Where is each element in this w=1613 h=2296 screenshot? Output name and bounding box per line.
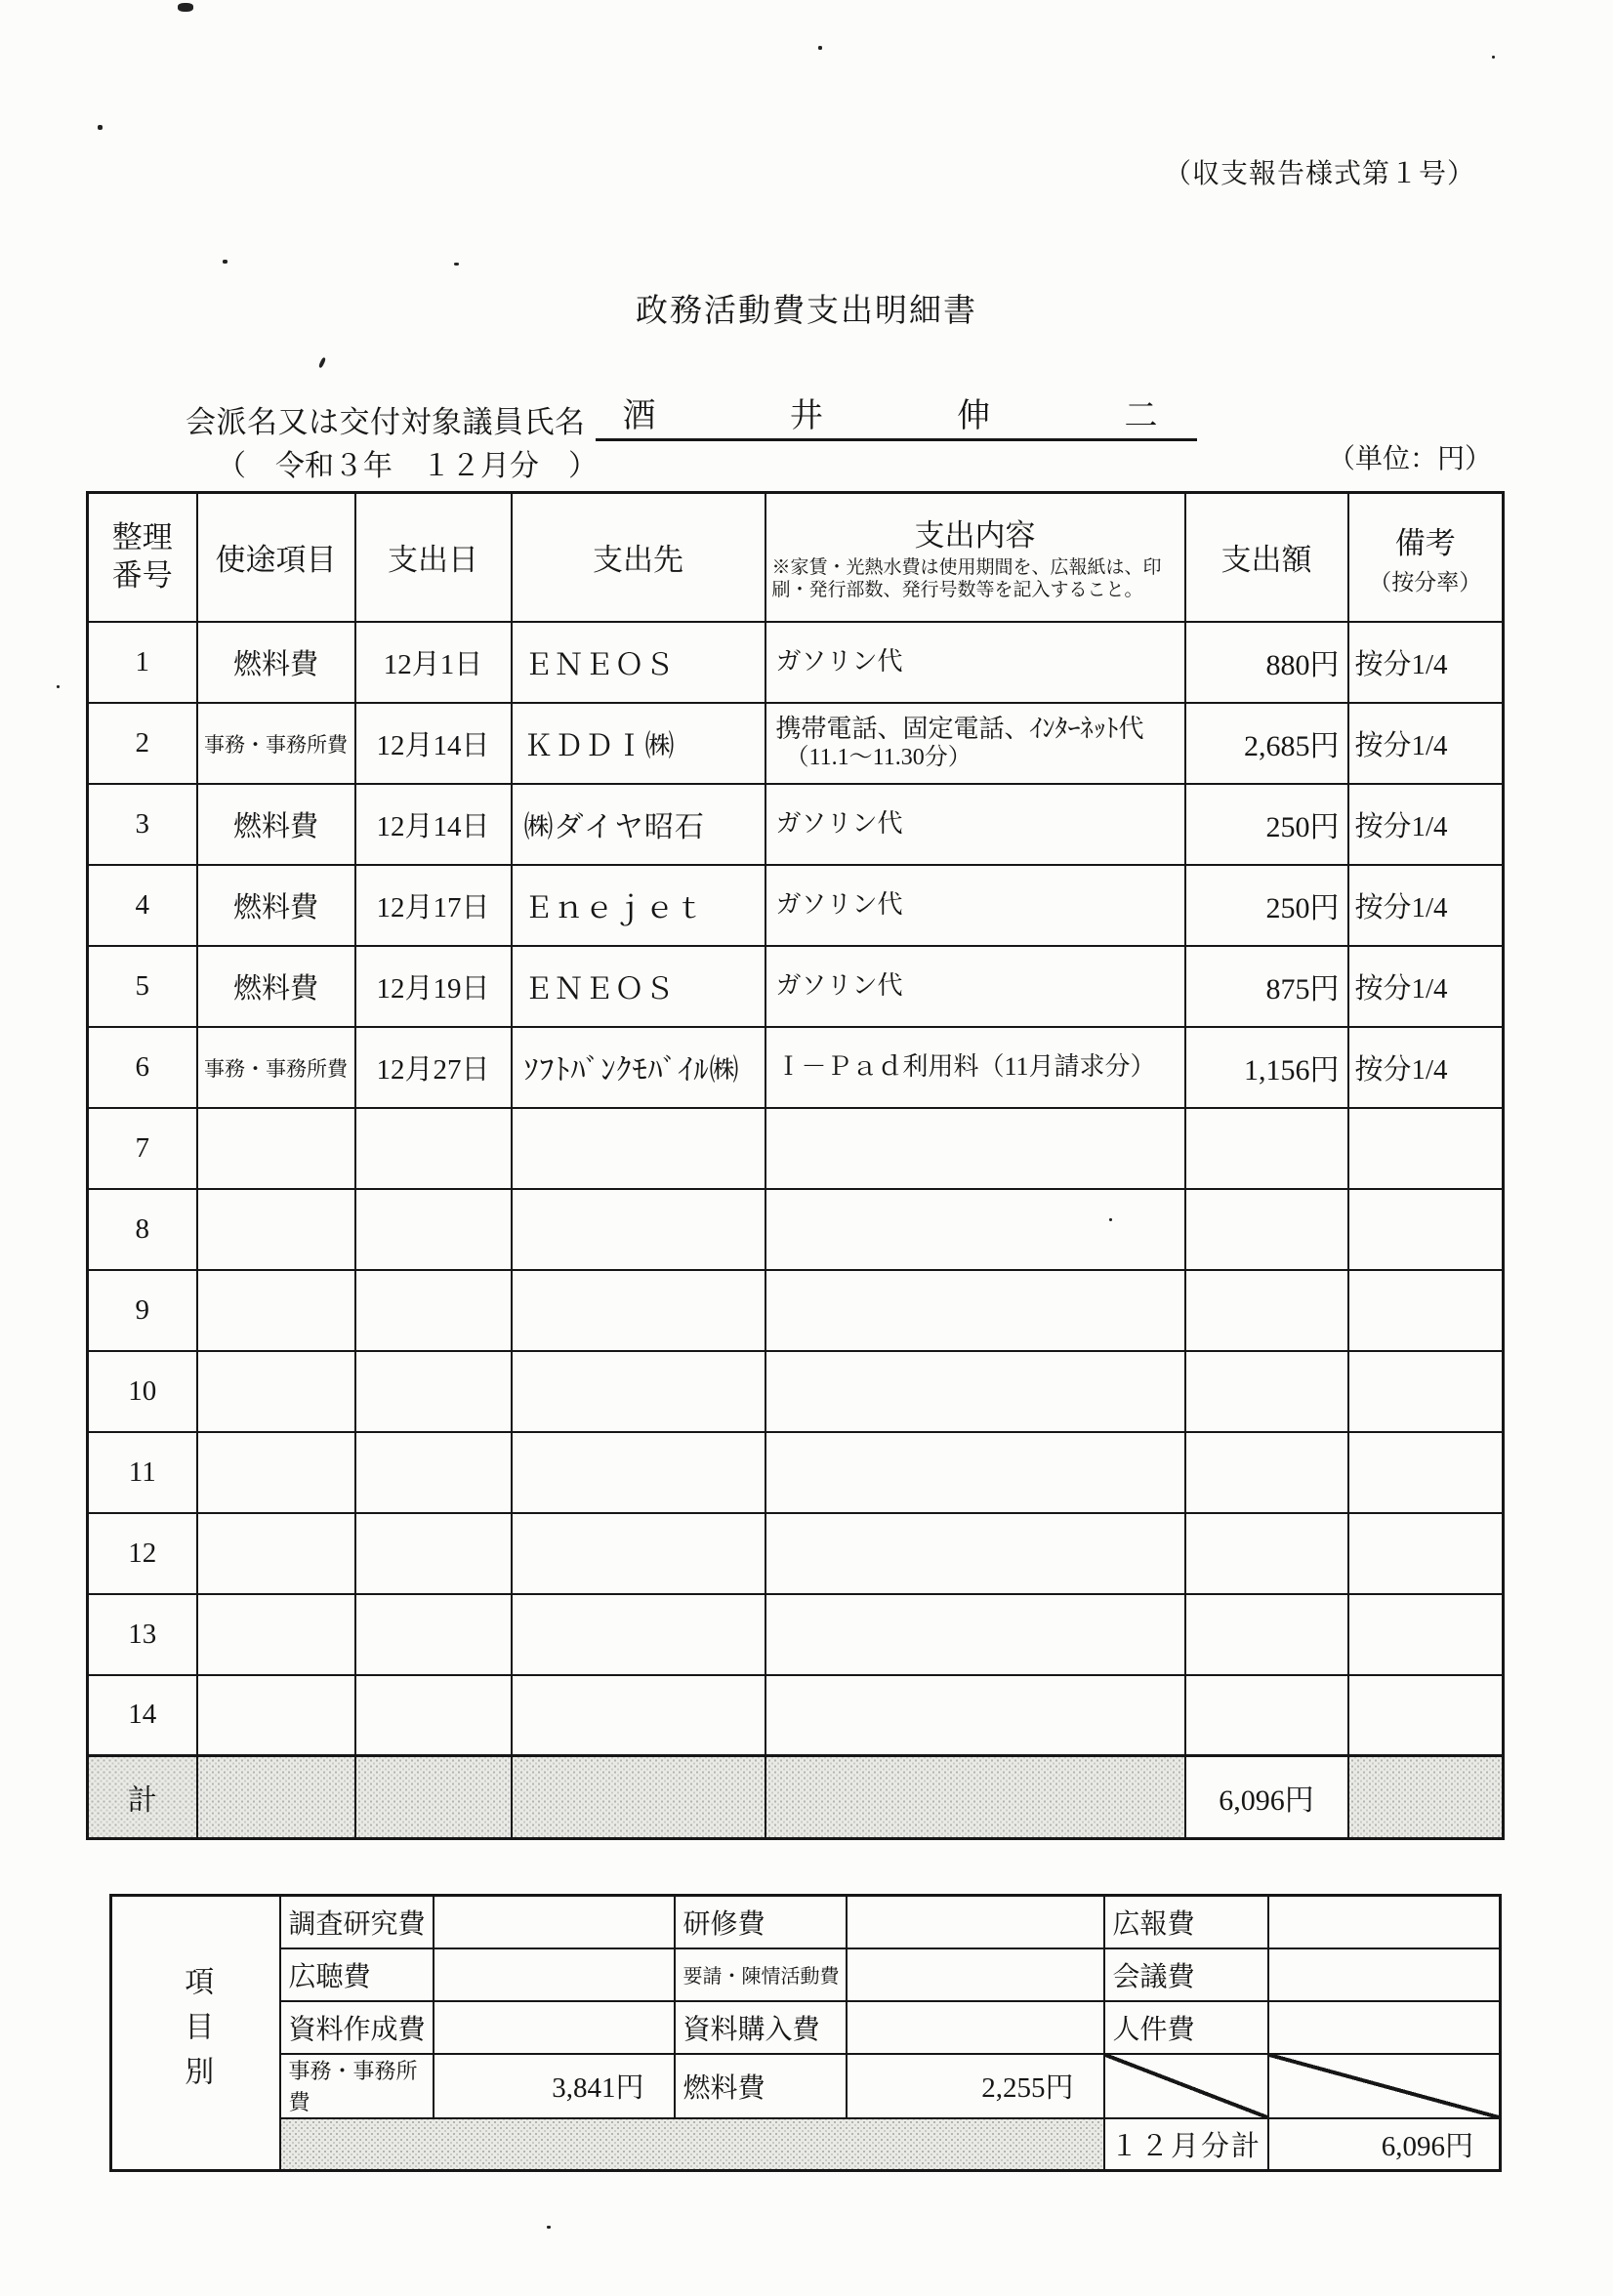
cell-payee: ＫＤＤＩ㈱	[512, 703, 765, 784]
summary-value	[847, 1948, 1104, 2001]
cell-empty	[355, 1270, 512, 1351]
summary-value	[434, 2001, 675, 2054]
summary-label: 会議費	[1104, 1948, 1268, 2001]
name-char: 酒	[622, 398, 656, 434]
name-char: 伸	[957, 398, 991, 434]
expense-row-10	[88, 1351, 1504, 1432]
expense-row-14	[88, 1675, 1504, 1756]
expense-row-3	[88, 784, 1504, 865]
header-remarks	[1348, 493, 1504, 622]
category-summary-table	[109, 1894, 1502, 2172]
cell-empty	[512, 1594, 765, 1675]
header-payee: 支出先	[512, 493, 765, 622]
cell-empty	[765, 1432, 1185, 1513]
cell-payee: Ｅｎｅｊｅｔ	[512, 865, 765, 946]
scan-speck	[1492, 56, 1495, 59]
cell-no: 4	[88, 865, 197, 946]
header-description-title: 支出内容	[914, 517, 1036, 553]
cell-no: 13	[88, 1594, 197, 1675]
header-no: 整理番号	[88, 493, 197, 622]
cell-no: 3	[88, 784, 197, 865]
header-remarks-sub: （按分率）	[1369, 569, 1482, 594]
cell-no: 5	[88, 946, 197, 1027]
cell-description: Ｉ－Ｐａｄ利用料（11月請求分）	[765, 1027, 1185, 1108]
form-code-note: （収支報告様式第１号）	[1164, 159, 1476, 189]
summary-row-1	[111, 1896, 1501, 1948]
cell-empty	[1185, 1270, 1348, 1351]
summary-label: 資料作成費	[280, 2001, 434, 2054]
expense-row-13	[88, 1594, 1504, 1675]
cell-empty	[1348, 1189, 1504, 1270]
expense-table	[86, 491, 1505, 1840]
cell-empty	[512, 1108, 765, 1189]
summary-label: 資料購入費	[675, 2001, 847, 2054]
total-shaded-cell	[765, 1756, 1185, 1839]
cell-empty	[355, 1594, 512, 1675]
cell-no: 7	[88, 1108, 197, 1189]
cell-no: 9	[88, 1270, 197, 1351]
cell-remarks: 按分1/4	[1348, 622, 1504, 703]
cell-empty	[765, 1270, 1185, 1351]
expense-row-7	[88, 1108, 1504, 1189]
total-shaded-cell	[355, 1756, 512, 1839]
scan-speck	[57, 685, 60, 688]
summary-label: 調査研究費	[280, 1896, 434, 1948]
cell-date: 12月27日	[355, 1027, 512, 1108]
header-category: 使途項目	[197, 493, 355, 622]
cell-date: 12月1日	[355, 622, 512, 703]
member-name-row	[186, 389, 1197, 441]
member-name-label: 会派名又は交付対象議員氏名	[186, 405, 586, 439]
cell-amount: 250円	[1185, 865, 1348, 946]
cell-no: 6	[88, 1027, 197, 1108]
cell-no: 12	[88, 1513, 197, 1594]
cell-amount: 1,156円	[1185, 1027, 1348, 1108]
cell-empty	[512, 1513, 765, 1594]
cell-empty	[197, 1594, 355, 1675]
expense-row-2	[88, 703, 1504, 784]
cell-empty	[197, 1351, 355, 1432]
cell-no: 1	[88, 622, 197, 703]
cell-date: 12月14日	[355, 784, 512, 865]
summary-value	[1268, 1896, 1501, 1948]
cell-empty	[765, 1513, 1185, 1594]
cell-empty	[1185, 1594, 1348, 1675]
cell-amount: 250円	[1185, 784, 1348, 865]
cell-payee: ＥＮＥＯＳ	[512, 946, 765, 1027]
cell-empty	[197, 1189, 355, 1270]
crossed-out-cell	[1268, 2054, 1501, 2118]
summary-value	[1268, 1948, 1501, 2001]
scan-speck	[818, 46, 822, 50]
cell-payee: ㈱ダイヤ昭石	[512, 784, 765, 865]
cell-empty	[512, 1189, 765, 1270]
summary-value	[847, 2001, 1104, 2054]
summary-total-label: １２月分計	[1104, 2118, 1268, 2171]
summary-value	[847, 1896, 1104, 1948]
summary-label: 広聴費	[280, 1948, 434, 2001]
cell-category: 事務・事務所費	[197, 1027, 355, 1108]
total-shaded-cell	[1348, 1756, 1504, 1839]
cell-description: ガソリン代	[765, 784, 1185, 865]
cell-empty	[512, 1432, 765, 1513]
expense-row-12	[88, 1513, 1504, 1594]
name-char: 井	[789, 398, 823, 434]
summary-value	[434, 1896, 675, 1948]
header-description-note: ※家賃・光熱水費は使用期間を、広報紙は、印刷・発行部数、発行号数等を記入すること。	[771, 556, 1162, 601]
expense-table-header-row	[88, 493, 1504, 622]
cell-empty	[1185, 1351, 1348, 1432]
cell-empty	[1348, 1270, 1504, 1351]
cell-payee: ｿﾌﾄﾊﾞﾝｸﾓﾊﾞｲﾙ㈱	[512, 1027, 765, 1108]
cell-date: 12月14日	[355, 703, 512, 784]
cell-empty	[197, 1108, 355, 1189]
cell-empty	[197, 1675, 355, 1756]
unit-note: （単位：円）	[1328, 444, 1493, 474]
cell-remarks: 按分1/4	[1348, 703, 1504, 784]
cell-date: 12月17日	[355, 865, 512, 946]
scan-speck	[223, 260, 227, 264]
summary-label: 広報費	[1104, 1896, 1268, 1948]
cell-category: 燃料費	[197, 784, 355, 865]
summary-row-2	[111, 1948, 1501, 2001]
cell-empty	[765, 1675, 1185, 1756]
cell-empty	[1185, 1189, 1348, 1270]
cell-empty	[512, 1675, 765, 1756]
cell-category: 事務・事務所費	[197, 703, 355, 784]
expense-row-11	[88, 1432, 1504, 1513]
scan-speck	[454, 263, 459, 266]
cell-payee: ＥＮＥＯＳ	[512, 622, 765, 703]
cell-empty	[197, 1432, 355, 1513]
cell-empty	[765, 1351, 1185, 1432]
cell-remarks: 按分1/4	[1348, 784, 1504, 865]
cell-amount: 880円	[1185, 622, 1348, 703]
expense-row-5	[88, 946, 1504, 1027]
cell-empty	[512, 1351, 765, 1432]
cell-description: ガソリン代	[765, 865, 1185, 946]
cell-empty	[355, 1189, 512, 1270]
header-description	[765, 493, 1185, 622]
cell-no: 10	[88, 1351, 197, 1432]
expense-row-6	[88, 1027, 1504, 1108]
cell-empty	[355, 1351, 512, 1432]
summary-value: 3,841円	[434, 2054, 675, 2118]
expense-row-9	[88, 1270, 1504, 1351]
summary-row-header: 項目別	[111, 1896, 280, 2171]
expense-row-8	[88, 1189, 1504, 1270]
crossed-out-cell	[1104, 2054, 1268, 2118]
summary-label: 燃料費	[675, 2054, 847, 2118]
summary-label: 研修費	[675, 1896, 847, 1948]
cell-empty	[1348, 1513, 1504, 1594]
scan-speck	[178, 3, 193, 12]
cell-description: ガソリン代	[765, 946, 1185, 1027]
cell-empty	[1185, 1108, 1348, 1189]
summary-shaded-cell	[280, 2118, 1104, 2171]
total-shaded-cell	[197, 1756, 355, 1839]
cell-category: 燃料費	[197, 622, 355, 703]
summary-label: 人件費	[1104, 2001, 1268, 2054]
cell-category: 燃料費	[197, 946, 355, 1027]
cell-empty	[355, 1675, 512, 1756]
summary-label: 事務・事務所費	[280, 2054, 434, 2118]
expense-row-4	[88, 865, 1504, 946]
scan-speck	[318, 357, 326, 369]
summary-label: 要請・陳情活動費	[675, 1948, 847, 2001]
cell-empty	[1348, 1594, 1504, 1675]
expense-row-1	[88, 622, 1504, 703]
cell-no: 14	[88, 1675, 197, 1756]
cell-empty	[765, 1108, 1185, 1189]
cell-empty	[1348, 1675, 1504, 1756]
cell-empty	[1348, 1351, 1504, 1432]
cell-no: 8	[88, 1189, 197, 1270]
cell-empty	[1185, 1432, 1348, 1513]
summary-value	[434, 1948, 675, 2001]
cell-empty	[1185, 1675, 1348, 1756]
expense-total-row	[88, 1756, 1504, 1839]
total-label: 計	[88, 1756, 197, 1839]
cell-date: 12月19日	[355, 946, 512, 1027]
cell-remarks: 按分1/4	[1348, 1027, 1504, 1108]
summary-value: 2,255円	[847, 2054, 1104, 2118]
summary-row-4	[111, 2054, 1501, 2118]
summary-value	[1268, 2001, 1501, 2054]
summary-row-3	[111, 2001, 1501, 2054]
cell-empty	[512, 1270, 765, 1351]
cell-amount: 2,685円	[1185, 703, 1348, 784]
name-char: 二	[1124, 398, 1158, 434]
header-date: 支出日	[355, 493, 512, 622]
cell-description: 携帯電話、固定電話、ｲﾝﾀｰﾈｯﾄ代 （11.1～11.30分）	[765, 703, 1185, 784]
cell-empty	[197, 1513, 355, 1594]
cell-description: ガソリン代	[765, 622, 1185, 703]
cell-remarks: 按分1/4	[1348, 946, 1504, 1027]
page-title: 政務活動費支出明細書	[636, 294, 977, 329]
cell-category: 燃料費	[197, 865, 355, 946]
cell-empty	[355, 1513, 512, 1594]
scan-speck	[547, 2226, 551, 2229]
header-remarks-title: 備考	[1394, 525, 1456, 560]
total-shaded-cell	[512, 1756, 765, 1839]
cell-empty	[197, 1270, 355, 1351]
header-amount: 支出額	[1185, 493, 1348, 622]
total-amount: 6,096円	[1185, 1756, 1348, 1839]
cell-empty	[1348, 1432, 1504, 1513]
cell-empty	[1348, 1108, 1504, 1189]
cell-empty	[355, 1108, 512, 1189]
report-period: （ 令和３年 １２月分 ）	[217, 450, 598, 482]
cell-amount: 875円	[1185, 946, 1348, 1027]
cell-empty	[765, 1189, 1185, 1270]
cell-remarks: 按分1/4	[1348, 865, 1504, 946]
summary-total-row	[111, 2118, 1501, 2171]
cell-empty	[1185, 1513, 1348, 1594]
cell-empty	[355, 1432, 512, 1513]
scan-speck	[98, 125, 103, 130]
member-name-value	[596, 389, 1197, 441]
summary-total-value: 6,096円	[1268, 2118, 1501, 2171]
cell-empty	[765, 1594, 1185, 1675]
cell-no: 2	[88, 703, 197, 784]
cell-no: 11	[88, 1432, 197, 1513]
